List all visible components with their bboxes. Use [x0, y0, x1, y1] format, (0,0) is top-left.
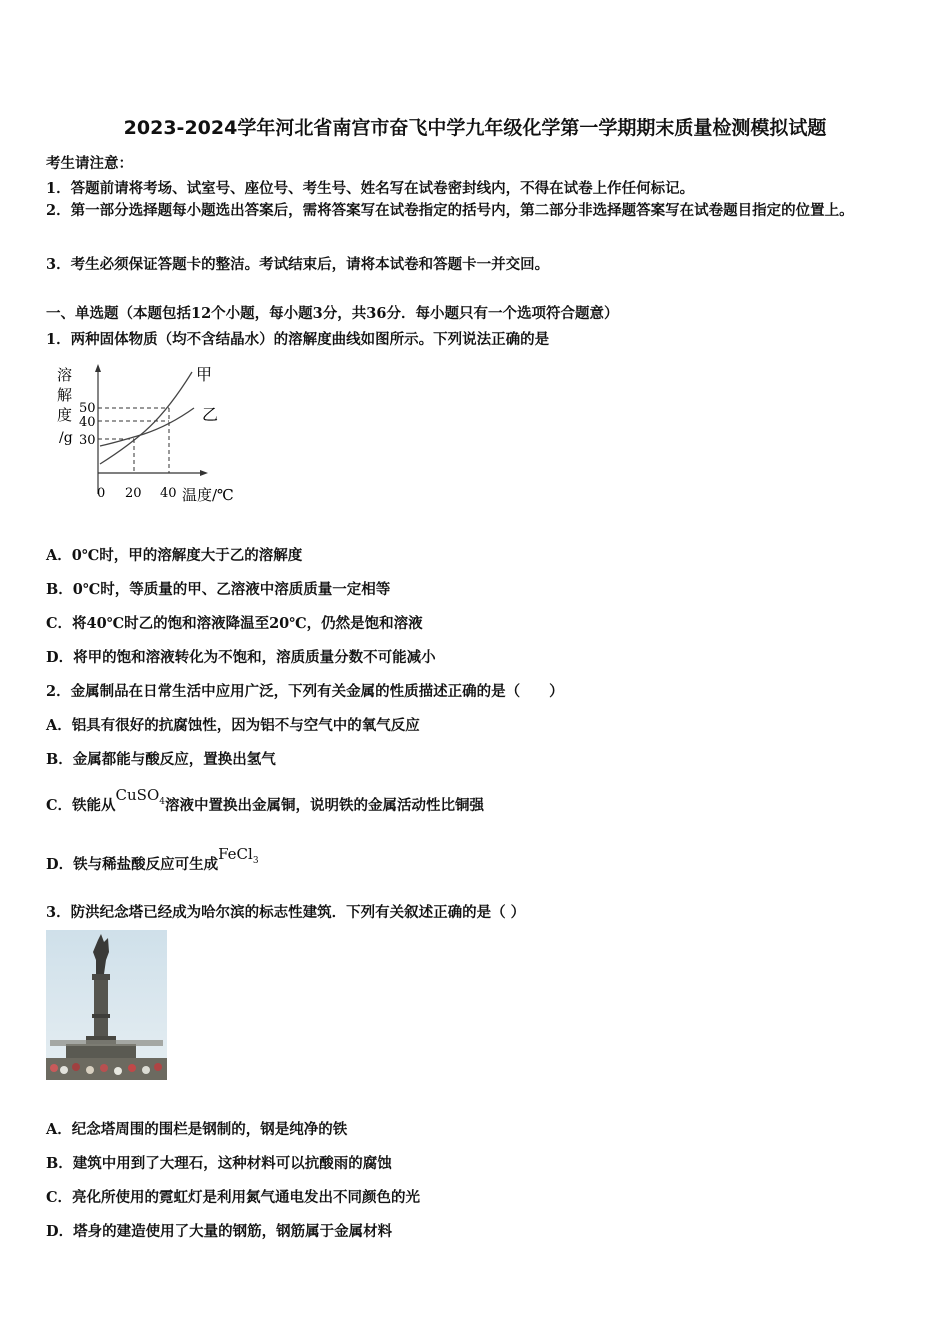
formula-fecl3 — [218, 845, 259, 866]
formula-cuso4-main: CuSO — [115, 786, 160, 804]
column-band — [92, 1014, 110, 1018]
notice-item-1: 1．答题前请将考场、试室号、座位号、考生号、姓名写在试卷密封线内，不得在试卷上作任何标记。 — [46, 180, 695, 197]
q2-option-c — [46, 786, 484, 817]
question-2-stem: 2．金属制品在日常生活中应用广泛，下列有关金属的性质描述正确的是（ ） — [46, 683, 564, 700]
q3-option-b: B．建筑中用到了大理石，这种材料可以抗酸雨的腐蚀 — [46, 1155, 392, 1172]
notice-item-3: 3．考生必须保证答题卡的整洁。考试结束后，请将本试卷和答题卡一并交回。 — [46, 256, 550, 273]
q3-option-a: A．纪念塔周围的围栏是钢制的，钢是纯净的铁 — [46, 1121, 348, 1138]
notice-heading: 考生请注意： — [46, 155, 133, 172]
series-label-yi: 乙 — [202, 405, 219, 424]
x-tick-20: 20 — [125, 486, 142, 501]
question-3-stem: 3．防洪纪念塔已经成为哈尔滨的标志性建筑．下列有关叙述正确的是（ ） — [46, 904, 526, 921]
q1-option-a: A．0℃时，甲的溶解度大于乙的溶解度 — [46, 547, 303, 564]
formula-cuso4 — [115, 786, 165, 807]
formula-cuso4-sub: 4 — [159, 797, 165, 807]
section-heading: 一、单选题（本题包括12个小题，每小题3分，共36分．每小题只有一个选项符合题意） — [46, 305, 619, 322]
q2-option-c-suffix: 溶液中置换出金属铜，说明铁的金属活动性比铜强 — [165, 797, 484, 814]
column-top — [92, 974, 110, 980]
q2-option-a: A．铝具有很好的抗腐蚀性，因为铝不与空气中的氧气反应 — [46, 717, 420, 734]
y-axis-arrow — [95, 364, 101, 372]
column — [94, 980, 108, 1036]
formula-fecl3-sub: 3 — [252, 856, 259, 866]
x-axis-label: 温度/℃ — [182, 486, 234, 504]
q2-option-b: B．金属都能与酸反应，置换出氢气 — [46, 751, 276, 768]
solubility-curve-figure — [52, 360, 242, 508]
q2-option-d-prefix: D．铁与稀盐酸反应可生成 — [46, 856, 219, 873]
y-label-char-2: 解 — [57, 386, 73, 404]
notice-item-2: 2．第一部分选择题每小题选出答案后，需将答案写在试卷指定的括号内，第二部分非选择题答案写在试卷题目指定的位置上。 — [46, 202, 854, 219]
curve-yi — [100, 408, 194, 446]
y-tick-50: 50 — [79, 401, 96, 416]
x-tick-40: 40 — [160, 486, 177, 501]
q1-option-c: C．将40℃时乙的饱和溶液降温至20℃，仍然是饱和溶液 — [46, 615, 423, 632]
flood-memorial-tower-photo — [46, 930, 167, 1080]
y-tick-40: 40 — [79, 415, 96, 430]
q1-option-b: B．0℃时，等质量的甲、乙溶液中溶质质量一定相等 — [46, 581, 391, 598]
question-1-stem: 1．两种固体物质（均不含结晶水）的溶解度曲线如图所示。下列说法正确的是 — [46, 331, 550, 348]
x-tick-0: 0 — [97, 486, 106, 501]
y-label-char-1: 溶 — [57, 366, 73, 384]
q3-option-c: C．亮化所使用的霓虹灯是利用氮气通电发出不同颜色的光 — [46, 1189, 421, 1206]
q2-option-c-prefix: C．铁能从 — [46, 797, 116, 814]
y-label-char-3: 度 — [57, 406, 73, 424]
y-tick-30: 30 — [79, 433, 96, 448]
colonnade — [50, 1040, 163, 1046]
formula-fecl3-main: FeCl — [218, 845, 253, 863]
q2-option-d — [46, 845, 259, 876]
x-axis-arrow — [200, 470, 208, 476]
y-label-char-4: /g — [59, 430, 73, 446]
q1-option-d: D．将甲的饱和溶液转化为不饱和，溶质质量分数不可能减小 — [46, 649, 436, 666]
page-title: 2023-2024学年河北省南宫市奋飞中学九年级化学第一学期期末质量检测模拟试题 — [123, 117, 827, 139]
series-label-jia: 甲 — [196, 365, 213, 384]
base — [66, 1044, 136, 1058]
q3-option-d: D．塔身的建造使用了大量的钢筋，钢筋属于金属材料 — [46, 1223, 393, 1240]
